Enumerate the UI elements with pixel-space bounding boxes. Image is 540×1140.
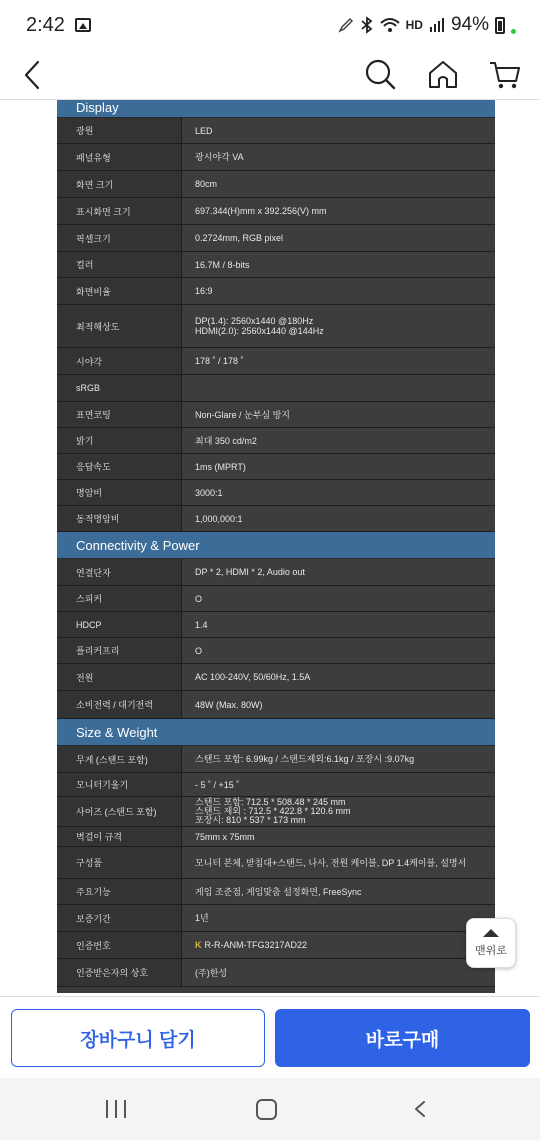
spec-label: 구성품 xyxy=(57,847,182,878)
section-header-display: Display xyxy=(57,100,495,118)
spec-value xyxy=(182,198,495,224)
purchase-bar xyxy=(0,996,540,1078)
hd-voice-label: HD xyxy=(405,18,423,32)
spec-label: 스피커 xyxy=(57,586,182,611)
battery-icon xyxy=(495,17,505,34)
spec-value xyxy=(182,305,495,347)
table-row xyxy=(57,278,495,305)
value-line: 포장시: 810 * 537 * 173 mm xyxy=(195,815,306,825)
table-row xyxy=(57,905,495,932)
value-line: O xyxy=(195,645,203,656)
spec-label: 사이즈 (스탠드 포함) xyxy=(57,797,182,826)
spec-label: 모니터기울기 xyxy=(57,773,182,796)
value-line: 1.4 xyxy=(195,619,208,630)
value-line: 48W (Max. 80W) xyxy=(195,699,263,710)
spec-label: 화면비율 xyxy=(57,278,182,304)
value-line: 80cm xyxy=(195,179,218,189)
spec-label: 표시화면 크기 xyxy=(57,198,182,224)
table-row xyxy=(57,559,495,586)
table-row xyxy=(57,506,495,532)
spec-value xyxy=(182,847,495,878)
spec-value xyxy=(182,932,495,958)
spec-value xyxy=(182,278,495,304)
spec-value xyxy=(182,375,495,401)
spec-value xyxy=(182,797,495,826)
table-row xyxy=(57,144,495,171)
table-row xyxy=(57,375,495,402)
table-row xyxy=(57,428,495,454)
table-row xyxy=(57,638,495,664)
value-line: DP * 2, HDMI * 2, Audio out xyxy=(195,567,305,577)
table-row xyxy=(57,664,495,691)
value-line: 모니터 본체, 받침대+스탠드, 나사, 전원 케이블, DP 1.4케이블, 설명서 xyxy=(195,857,467,868)
table-row xyxy=(57,305,495,348)
table-row xyxy=(57,225,495,252)
table-row xyxy=(57,746,495,773)
table-row xyxy=(57,691,495,719)
spec-value xyxy=(182,612,495,637)
table-row xyxy=(57,252,495,278)
value-line: 1,000,000:1 xyxy=(195,513,243,524)
spec-label: 연결단자 xyxy=(57,559,182,585)
spec-value xyxy=(182,348,495,374)
spec-label: 최적해상도 xyxy=(57,305,182,347)
value-line: 16:9 xyxy=(195,286,213,296)
spec-value xyxy=(182,252,495,277)
value-line: 스탠드 제외 : 712.5 * 422.8 * 120.6 mm xyxy=(195,806,351,816)
bluetooth-icon xyxy=(360,16,374,34)
spec-value xyxy=(182,118,495,143)
spec-table xyxy=(57,100,495,993)
recent-apps-icon[interactable] xyxy=(106,1100,126,1118)
table-row xyxy=(57,827,495,847)
spec-value xyxy=(182,905,495,931)
gallery-notification-icon xyxy=(75,18,91,32)
arrow-up-icon xyxy=(483,929,499,937)
spec-label: 화면 크기 xyxy=(57,171,182,197)
value-line: 게임 조준점, 게임맞춤 설정화면, FreeSync xyxy=(195,886,362,897)
spec-label: 전원 xyxy=(57,664,182,690)
home-icon[interactable] xyxy=(426,56,460,92)
spec-label: 시야각 xyxy=(57,348,182,374)
table-row xyxy=(57,932,495,959)
table-row xyxy=(57,879,495,905)
spec-value xyxy=(182,638,495,663)
spec-label: 밝기 xyxy=(57,428,182,453)
add-to-cart-button[interactable]: 장바구니 담기 xyxy=(11,1009,265,1067)
table-row xyxy=(57,402,495,428)
battery-percent: 94% xyxy=(450,14,489,35)
spec-value xyxy=(182,506,495,531)
value-line: LED xyxy=(195,125,213,136)
scroll-to-top-button[interactable] xyxy=(466,918,516,968)
spec-label: 무게 (스탠드 포함) xyxy=(57,746,182,772)
spec-label: HDCP xyxy=(57,612,182,637)
status-time: 2:42 xyxy=(26,13,65,36)
spec-label: 표면코팅 xyxy=(57,402,182,427)
spec-value xyxy=(182,225,495,251)
spec-value xyxy=(182,664,495,690)
buy-now-button[interactable]: 바로구매 xyxy=(275,1009,530,1067)
value-line: - 5 ˚ / +15 ˚ xyxy=(195,779,240,790)
spec-label: 주요기능 xyxy=(57,879,182,904)
value-line: 스탠드 포함: 6.99kg / 스탠드제외:6.1kg / 포장시 :9.07kg xyxy=(195,754,415,764)
spec-value xyxy=(182,171,495,197)
value-line: 178 ˚ / 178 ˚ xyxy=(195,356,244,366)
certification-mark-icon: K xyxy=(195,940,202,950)
spec-value xyxy=(182,144,495,170)
value-line: 최대 350 cd/m2 xyxy=(195,435,257,446)
spec-value xyxy=(182,586,495,611)
table-row xyxy=(57,773,495,797)
table-row xyxy=(57,612,495,638)
table-row xyxy=(57,847,495,879)
value-line: AC 100-240V, 50/60Hz, 1.5A xyxy=(195,672,311,682)
spec-value xyxy=(182,559,495,585)
section-header-size-weight: Size & Weight xyxy=(57,719,495,746)
spec-value xyxy=(182,691,495,718)
spec-label: 컬러 xyxy=(57,252,182,277)
system-nav-bar xyxy=(0,1078,540,1140)
value-line: HDMI(2.0): 2560x1440 @144Hz xyxy=(195,326,324,336)
table-row xyxy=(57,959,495,987)
privacy-dot xyxy=(511,29,516,34)
app-header xyxy=(0,50,540,100)
search-icon[interactable] xyxy=(364,56,396,92)
spec-label: 픽셀크기 xyxy=(57,225,182,251)
wifi-icon xyxy=(380,17,400,33)
value-line: DP(1.4): 2560x1440 @180Hz xyxy=(195,316,314,326)
value-line: 광시야각 VA xyxy=(195,152,244,162)
table-row xyxy=(57,454,495,480)
table-row xyxy=(57,198,495,225)
spec-label: 벽걸이 규격 xyxy=(57,827,182,846)
spec-label: 인증번호 xyxy=(57,932,182,958)
table-row xyxy=(57,118,495,144)
scroll-to-top-label: 맨위로 xyxy=(475,944,507,957)
spec-label: 명암비 xyxy=(57,480,182,505)
back-icon[interactable] xyxy=(18,56,48,94)
spec-label: 보증기간 xyxy=(57,905,182,931)
spec-value xyxy=(182,879,495,904)
spec-label: 소비전력 / 대기전력 xyxy=(57,691,182,718)
value-line: R-R-ANM-TFG3217AD22 xyxy=(204,940,308,950)
value-line: (주)한성 xyxy=(195,967,228,978)
spec-label: 동적명암비 xyxy=(57,506,182,531)
status-icons xyxy=(338,14,516,36)
back-nav-icon[interactable] xyxy=(413,1100,427,1118)
value-line: 스탠드 포함: 712.5 * 508.48 * 245 mm xyxy=(195,797,346,807)
spec-value xyxy=(182,402,495,427)
spec-label: 인증받은자의 상호 xyxy=(57,959,182,986)
home-button-icon[interactable] xyxy=(256,1099,277,1120)
value-line: 0.2724mm, RGB pixel xyxy=(195,233,284,243)
table-row xyxy=(57,797,495,827)
spec-label: 광원 xyxy=(57,118,182,143)
signal-icon xyxy=(429,17,445,33)
value-line: 1년 xyxy=(195,913,209,923)
value-line: O xyxy=(195,593,203,604)
spec-label: 패널유형 xyxy=(57,144,182,170)
spec-value xyxy=(182,827,495,846)
spec-value xyxy=(182,773,495,796)
spec-value xyxy=(182,480,495,505)
section-header-connectivity: Connectivity & Power xyxy=(57,532,495,559)
status-bar xyxy=(0,0,540,50)
spec-value xyxy=(182,428,495,453)
pen-icon xyxy=(338,17,354,33)
table-row xyxy=(57,348,495,375)
spec-label: sRGB xyxy=(57,375,182,401)
spec-value xyxy=(182,746,495,772)
spec-value xyxy=(182,454,495,479)
table-row xyxy=(57,480,495,506)
value-line: 75mm x 75mm xyxy=(195,831,255,842)
value-line: Non-Glare / 눈부심 방지 xyxy=(195,409,290,420)
value-line: 697.344(H)mm x 392.256(V) mm xyxy=(195,206,327,216)
spec-label: 응답속도 xyxy=(57,454,182,479)
value-line: 3000:1 xyxy=(195,487,223,498)
value-line: 16.7M / 8-bits xyxy=(195,259,250,270)
spec-label: 플리커프리 xyxy=(57,638,182,663)
cart-icon[interactable] xyxy=(488,56,522,92)
spec-value xyxy=(182,959,495,986)
value-line: 1ms (MPRT) xyxy=(195,461,246,472)
table-row xyxy=(57,586,495,612)
table-row xyxy=(57,171,495,198)
